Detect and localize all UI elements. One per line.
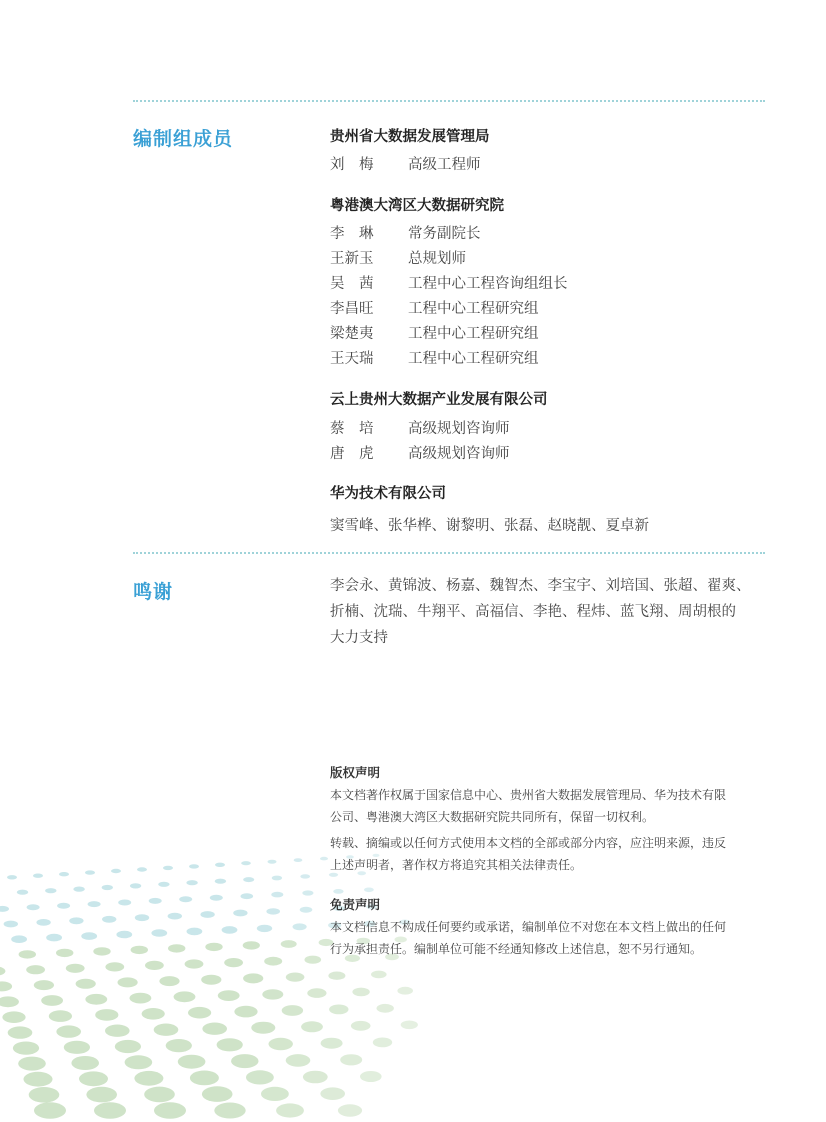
ack-line: 李会永、黄锦波、杨嘉、魏智杰、李宝宇、刘培国、张超、翟爽、 xyxy=(330,578,751,594)
member-row xyxy=(330,249,466,269)
decorative-dot xyxy=(17,890,28,895)
decorative-dot xyxy=(135,914,149,921)
member-name: 吴 茜 xyxy=(330,276,374,292)
member-row xyxy=(330,299,539,319)
member-name: 蔡 培 xyxy=(330,421,374,437)
member-role: 工程中心工程研究组 xyxy=(408,351,539,367)
decorative-dot xyxy=(377,1004,394,1013)
decorative-dot xyxy=(46,934,62,942)
section-title-editors: 编制组成员 xyxy=(133,128,234,150)
decorative-dot xyxy=(4,921,18,928)
decorative-dot xyxy=(185,959,204,968)
decorative-dot xyxy=(333,889,343,894)
decorative-dot xyxy=(257,925,272,932)
member-row xyxy=(330,444,510,464)
decorative-dot xyxy=(320,857,328,861)
decorative-dot xyxy=(125,1055,153,1069)
decorative-dot xyxy=(79,1071,108,1086)
decorative-dot xyxy=(214,1103,245,1119)
decorative-dot xyxy=(266,908,280,914)
decorative-dot xyxy=(142,1008,165,1020)
decorative-dot xyxy=(0,967,5,976)
member-name: 唐 虎 xyxy=(330,446,374,462)
decorative-dot xyxy=(261,1087,289,1101)
decorative-dot xyxy=(130,883,141,888)
decorative-dot xyxy=(271,892,283,898)
decorative-dot xyxy=(401,1021,418,1030)
decorative-dot xyxy=(262,989,283,999)
decorative-dot xyxy=(66,964,85,973)
ack-line: 大力支持 xyxy=(330,630,388,646)
member-name: 李 琳 xyxy=(330,226,374,242)
decorative-dot xyxy=(105,1025,130,1037)
decorative-dot xyxy=(200,911,214,918)
decorative-dot xyxy=(188,1007,211,1019)
decorative-dot xyxy=(179,896,192,902)
decorative-dot xyxy=(301,1021,323,1032)
decorative-dot xyxy=(328,972,345,980)
decorative-dot xyxy=(338,1104,362,1116)
decorative-dot xyxy=(0,906,9,912)
decorative-dot xyxy=(320,1087,345,1100)
decorative-dot xyxy=(11,935,27,943)
copyright-line: 公司、粤港澳大湾区大数据研究院共同所有，保留一切权利。 xyxy=(330,810,655,824)
decorative-dot xyxy=(2,1011,25,1023)
member-role: 工程中心工程研究组 xyxy=(408,326,539,342)
decorative-dot xyxy=(166,1039,192,1052)
decorative-dot xyxy=(27,904,40,910)
decorative-dot xyxy=(26,965,45,974)
decorative-dot xyxy=(71,1056,99,1070)
decorative-dot xyxy=(18,1057,46,1071)
member-role: 常务副院长 xyxy=(408,226,481,242)
decorative-dot xyxy=(246,1070,274,1084)
decorative-dot xyxy=(56,949,73,957)
decorative-dot xyxy=(168,944,185,952)
decorative-dot xyxy=(34,1102,66,1118)
decorative-dot xyxy=(45,888,56,893)
top-divider xyxy=(133,100,765,102)
decorative-dot xyxy=(168,913,182,920)
decorative-dot xyxy=(130,993,152,1004)
member-row xyxy=(330,274,568,294)
decorative-dot xyxy=(215,879,226,884)
decorative-dot xyxy=(268,860,277,864)
decorative-dot xyxy=(36,919,50,926)
decorative-dot xyxy=(340,1054,362,1065)
decorative-dot xyxy=(360,1071,382,1082)
decorative-dot xyxy=(321,1038,343,1049)
decorative-dot xyxy=(88,901,101,907)
decorative-dot xyxy=(303,1071,328,1084)
decorative-dot xyxy=(190,1071,219,1086)
decorative-dot xyxy=(137,867,147,871)
decorative-dot xyxy=(224,958,243,967)
decorative-dot xyxy=(33,874,43,878)
decorative-dot xyxy=(241,861,251,865)
decorative-dot xyxy=(305,956,322,964)
copyright-text xyxy=(330,784,770,876)
org-name: 粤港澳大湾区大数据研究院 xyxy=(330,198,504,214)
middle-divider xyxy=(133,552,765,554)
member-row xyxy=(330,324,539,344)
decorative-dot xyxy=(364,888,374,893)
decorative-dot xyxy=(102,885,113,890)
decorative-dot xyxy=(24,1072,53,1087)
decorative-dot xyxy=(286,1054,311,1067)
decorative-dot xyxy=(264,957,282,966)
decorative-dot xyxy=(7,875,17,879)
decorative-dot xyxy=(115,1040,141,1053)
decorative-dot xyxy=(234,1006,257,1018)
decorative-dot xyxy=(86,1087,117,1103)
member-role: 总规划师 xyxy=(408,251,466,267)
member-name: 李昌旺 xyxy=(330,301,374,317)
decorative-dot xyxy=(217,1038,243,1051)
member-name: 刘 梅 xyxy=(330,157,374,173)
decorative-dot xyxy=(300,907,313,913)
member-row xyxy=(330,419,510,439)
decorative-dot xyxy=(85,870,95,874)
member-row xyxy=(330,349,539,369)
decorative-dot xyxy=(243,973,263,983)
decorative-dot xyxy=(218,990,240,1001)
decorative-dot xyxy=(307,988,326,998)
decorative-dot xyxy=(76,979,96,989)
decorative-dot xyxy=(134,1071,163,1086)
decorative-dot xyxy=(300,874,310,878)
decorative-dot xyxy=(73,887,84,892)
decorative-dot xyxy=(56,1025,81,1037)
member-role: 工程中心工程咨询组组长 xyxy=(408,276,568,292)
decorative-dot xyxy=(189,864,199,868)
decorative-dot xyxy=(145,961,164,970)
decorative-dot xyxy=(0,996,19,1007)
decorative-dot xyxy=(329,1005,348,1015)
member-role: 高级规划咨询师 xyxy=(408,446,510,462)
decorative-dot xyxy=(29,1087,60,1103)
decorative-dot xyxy=(57,903,70,909)
member-name: 梁楚夷 xyxy=(330,326,374,342)
decorative-dot xyxy=(251,1022,275,1034)
member-name: 王新玉 xyxy=(330,251,374,267)
decorative-dot xyxy=(154,1102,186,1118)
decorative-dot xyxy=(282,1005,303,1016)
disclaimer-title: 免责声明 xyxy=(330,897,381,912)
decorative-dot xyxy=(178,1055,206,1069)
decorative-dot xyxy=(118,977,138,987)
decorative-dot xyxy=(95,1009,118,1021)
org-name: 云上贵州大数据产业发展有限公司 xyxy=(330,392,548,408)
member-row xyxy=(330,155,481,175)
decorative-dot xyxy=(205,943,222,951)
decorative-dot xyxy=(163,866,173,870)
decorative-dot xyxy=(102,916,116,923)
decorative-dot xyxy=(111,869,121,873)
decorative-dot xyxy=(93,947,110,955)
decorative-dot xyxy=(158,882,169,887)
copyright-line: 转载、摘编或以任何方式使用本文档的全部或部分内容，应注明来源，违反 xyxy=(330,836,727,850)
section-title-acknowledgements: 鸣谢 xyxy=(133,581,174,603)
decorative-dot xyxy=(293,923,307,930)
ack-line: 折楠、沈瑞、牛翔平、高福信、李艳、程炜、蓝飞翔、周胡根的 xyxy=(330,604,736,620)
decorative-dot xyxy=(201,975,221,985)
decorative-dot xyxy=(210,895,223,901)
copyright-line: 本文档著作权属于国家信息中心、贵州省大数据发展管理局、华为技术有限 xyxy=(330,788,727,802)
decorative-dot xyxy=(186,880,197,885)
decorative-dot xyxy=(116,931,132,939)
decorative-dot xyxy=(159,976,179,986)
decorative-dot xyxy=(233,910,247,917)
decorative-dot xyxy=(294,858,303,862)
decorative-dot xyxy=(281,940,297,948)
decorative-dot xyxy=(131,946,148,954)
decorative-dot xyxy=(351,1021,371,1031)
decorative-dot xyxy=(202,1086,233,1102)
decorative-dot xyxy=(94,1102,126,1118)
member-names-line: 窦雪峰、张华桦、谢黎明、张磊、赵晓靓、夏卓新 xyxy=(330,518,649,534)
member-role: 高级工程师 xyxy=(408,157,481,173)
copyright-line: 上述声明者，著作权方将追究其相关法律责任。 xyxy=(330,858,583,872)
decorative-dot xyxy=(241,893,254,899)
decorative-dot xyxy=(187,928,203,936)
org-name: 贵州省大数据发展管理局 xyxy=(330,129,490,145)
decorative-dot xyxy=(13,1042,39,1055)
decorative-dot xyxy=(397,987,413,995)
decorative-dot xyxy=(231,1054,258,1068)
decorative-dot xyxy=(149,898,162,904)
decorative-dot xyxy=(373,1038,392,1048)
decorative-dot xyxy=(81,932,97,940)
decorative-dot xyxy=(352,988,369,997)
disclaimer-text xyxy=(330,916,770,960)
decorative-dot xyxy=(19,950,36,958)
decorative-dot xyxy=(49,1010,72,1022)
decorative-dot xyxy=(243,877,254,882)
disclaimer-line: 行为承担责任。编制单位可能不经通知修改上述信息，恕不另行通知。 xyxy=(330,942,703,956)
decorative-dot xyxy=(0,981,12,991)
decorative-dot xyxy=(85,994,107,1005)
member-role: 工程中心工程研究组 xyxy=(408,301,539,317)
decorative-dot xyxy=(371,971,387,979)
decorative-dot xyxy=(276,1103,304,1117)
decorative-dot xyxy=(69,917,83,924)
decorative-dot xyxy=(272,876,282,881)
decorative-dot xyxy=(34,980,54,990)
decorative-dot xyxy=(41,995,63,1006)
decorative-dot xyxy=(59,872,69,876)
acknowledgements-text xyxy=(330,573,770,651)
decorative-dot xyxy=(174,991,196,1002)
decorative-dot xyxy=(302,890,313,895)
decorative-dot xyxy=(269,1038,293,1050)
decorative-dot xyxy=(8,1026,33,1038)
decorative-dot xyxy=(154,1023,179,1035)
decorative-dot xyxy=(215,863,225,867)
member-role: 高级规划咨询师 xyxy=(408,421,510,437)
decorative-dot xyxy=(64,1041,90,1054)
org-name: 华为技术有限公司 xyxy=(330,486,446,502)
decorative-dot xyxy=(222,926,238,934)
disclaimer-line: 本文档信息不构成任何要约或承诺，编制单位不对您在本文档上做出的任何 xyxy=(330,920,727,934)
decorative-dot xyxy=(151,929,167,937)
decorative-dot xyxy=(243,941,260,949)
decorative-dot xyxy=(105,962,124,971)
decorative-dot xyxy=(144,1087,175,1103)
copyright-title: 版权声明 xyxy=(330,765,381,780)
decorative-dot xyxy=(202,1022,227,1034)
decorative-dot xyxy=(286,973,305,982)
member-row xyxy=(330,224,481,244)
member-name: 王天瑞 xyxy=(330,351,374,367)
decorative-dot xyxy=(118,900,131,906)
